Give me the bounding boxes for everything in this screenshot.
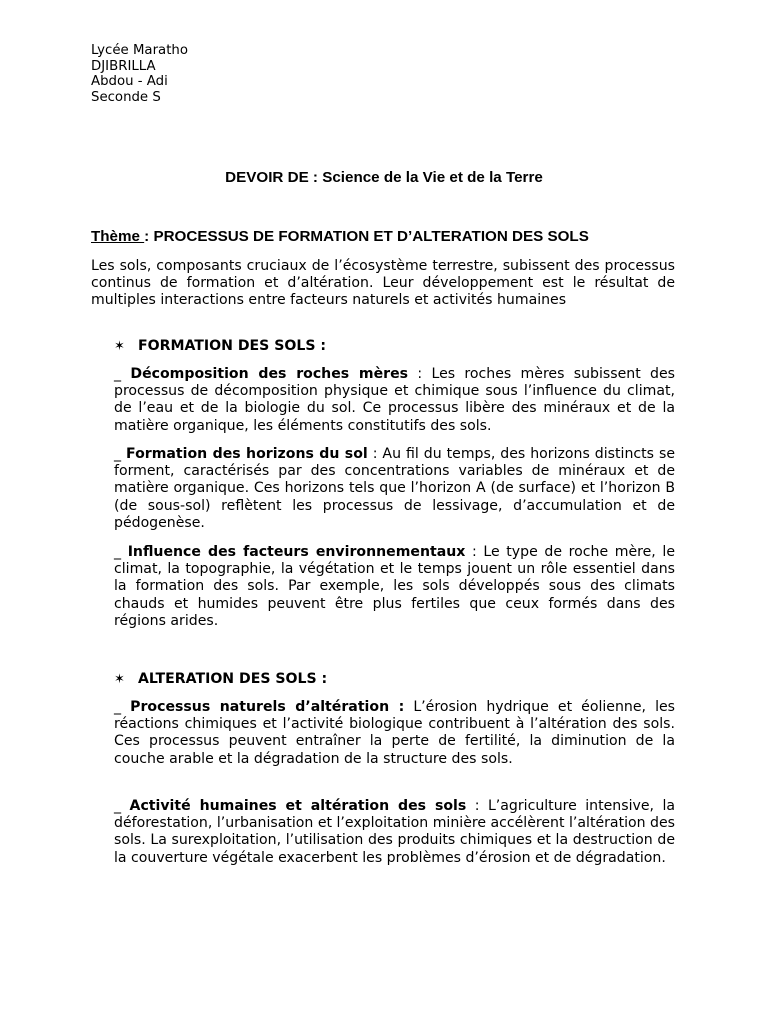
paragraph-lead: Activité humaines et altération des sols	[129, 798, 467, 814]
paragraph-lead: Processus naturels d’altération :	[130, 699, 405, 715]
paragraph-body: : Le type de roche mère, le climat, la topographie, la végétation et le temps jouent un rôle essentiel dans la formation des sols. Par exemple, les sols développés sous des climats chauds et humides peuvent être plus fertiles que ceux formés dans des régions arides.	[114, 544, 675, 629]
paragraph-lead: Formation des horizons du sol	[126, 446, 368, 462]
paragraph-natural-processes	[114, 699, 675, 768]
theme-line	[91, 228, 589, 246]
dash-prefix: _	[114, 544, 128, 560]
paragraph-horizons	[114, 446, 675, 532]
student-header	[91, 43, 188, 105]
paragraph-body: : L’agriculture intensive, la déforestation, l’urbanisation et l’exploitation minière accélèrent l’altération des sols. La surexploitation, l’utilisation des produits chimiques et la destruction de la couverture végétale exacerbent les problèmes d’érosion et de dégradation.	[114, 798, 676, 866]
star-bullet-icon: ✶	[114, 672, 125, 687]
theme-text: : PROCESSUS DE FORMATION ET D’ALTERATION DES SOLS	[144, 228, 589, 245]
section-heading-formation	[114, 338, 326, 355]
dash-prefix: _	[114, 446, 127, 462]
section-heading-alteration	[114, 671, 327, 688]
section-heading-text: FORMATION DES SOLS :	[138, 338, 327, 354]
paragraph-environment	[114, 544, 675, 630]
paragraph-body: : Les roches mères subissent des processus de décomposition physique et chimique sous l’influence du climat, de l’eau et de la biologie du sol. Ce processus libère des minéraux et de la matière organique, les éléments constitutifs des sols.	[114, 366, 676, 434]
theme-label: Thème	[91, 228, 145, 245]
paragraph-body: L’érosion hydrique et éolienne, les réactions chimiques et l’activité biologique contribuent à l’altération des sols. Ces processus peuvent entraîner la perte de fertilité, la diminution de la couche arable et la dégradation de la structure des sols.	[114, 699, 675, 767]
dash-prefix: _	[114, 366, 131, 382]
paragraph-lead: Décomposition des roches mères	[130, 366, 409, 382]
star-bullet-icon: ✶	[114, 339, 125, 354]
intro-paragraph: Les sols, composants cruciaux de l’écosystème terrestre, subissent des processus continus de formation et d’altération. Leur développement est le résultat de multiples interactions entre facteurs naturels et activités humaines	[91, 258, 675, 309]
student-last-name: DJIBRILLA	[91, 58, 156, 74]
section-heading-text: ALTERATION DES SOLS :	[138, 671, 328, 687]
dash-prefix: _	[114, 699, 131, 715]
dash-prefix: _	[114, 798, 130, 814]
school-name: Lycée Maratho	[91, 43, 188, 58]
class-name: Seconde S	[91, 89, 161, 105]
paragraph-decomposition	[114, 366, 675, 435]
document-title: DEVOIR DE : Science de la Vie et de la Terre	[225, 169, 543, 186]
paragraph-lead: Influence des facteurs environnementaux	[127, 544, 466, 560]
student-first-name: Abdou - Adi	[91, 74, 168, 90]
paragraph-body: : Au fil du temps, des horizons distincts se forment, caractérisés par des concentrations variables de minéraux et de matière organique. Ces horizons tels que l’horizon A (de surface) et l’horizon B (de sous-sol) reflètent les processus de lessivage, d’accumulation et de pédogenèse.	[114, 446, 675, 531]
paragraph-human-activity	[114, 798, 675, 867]
